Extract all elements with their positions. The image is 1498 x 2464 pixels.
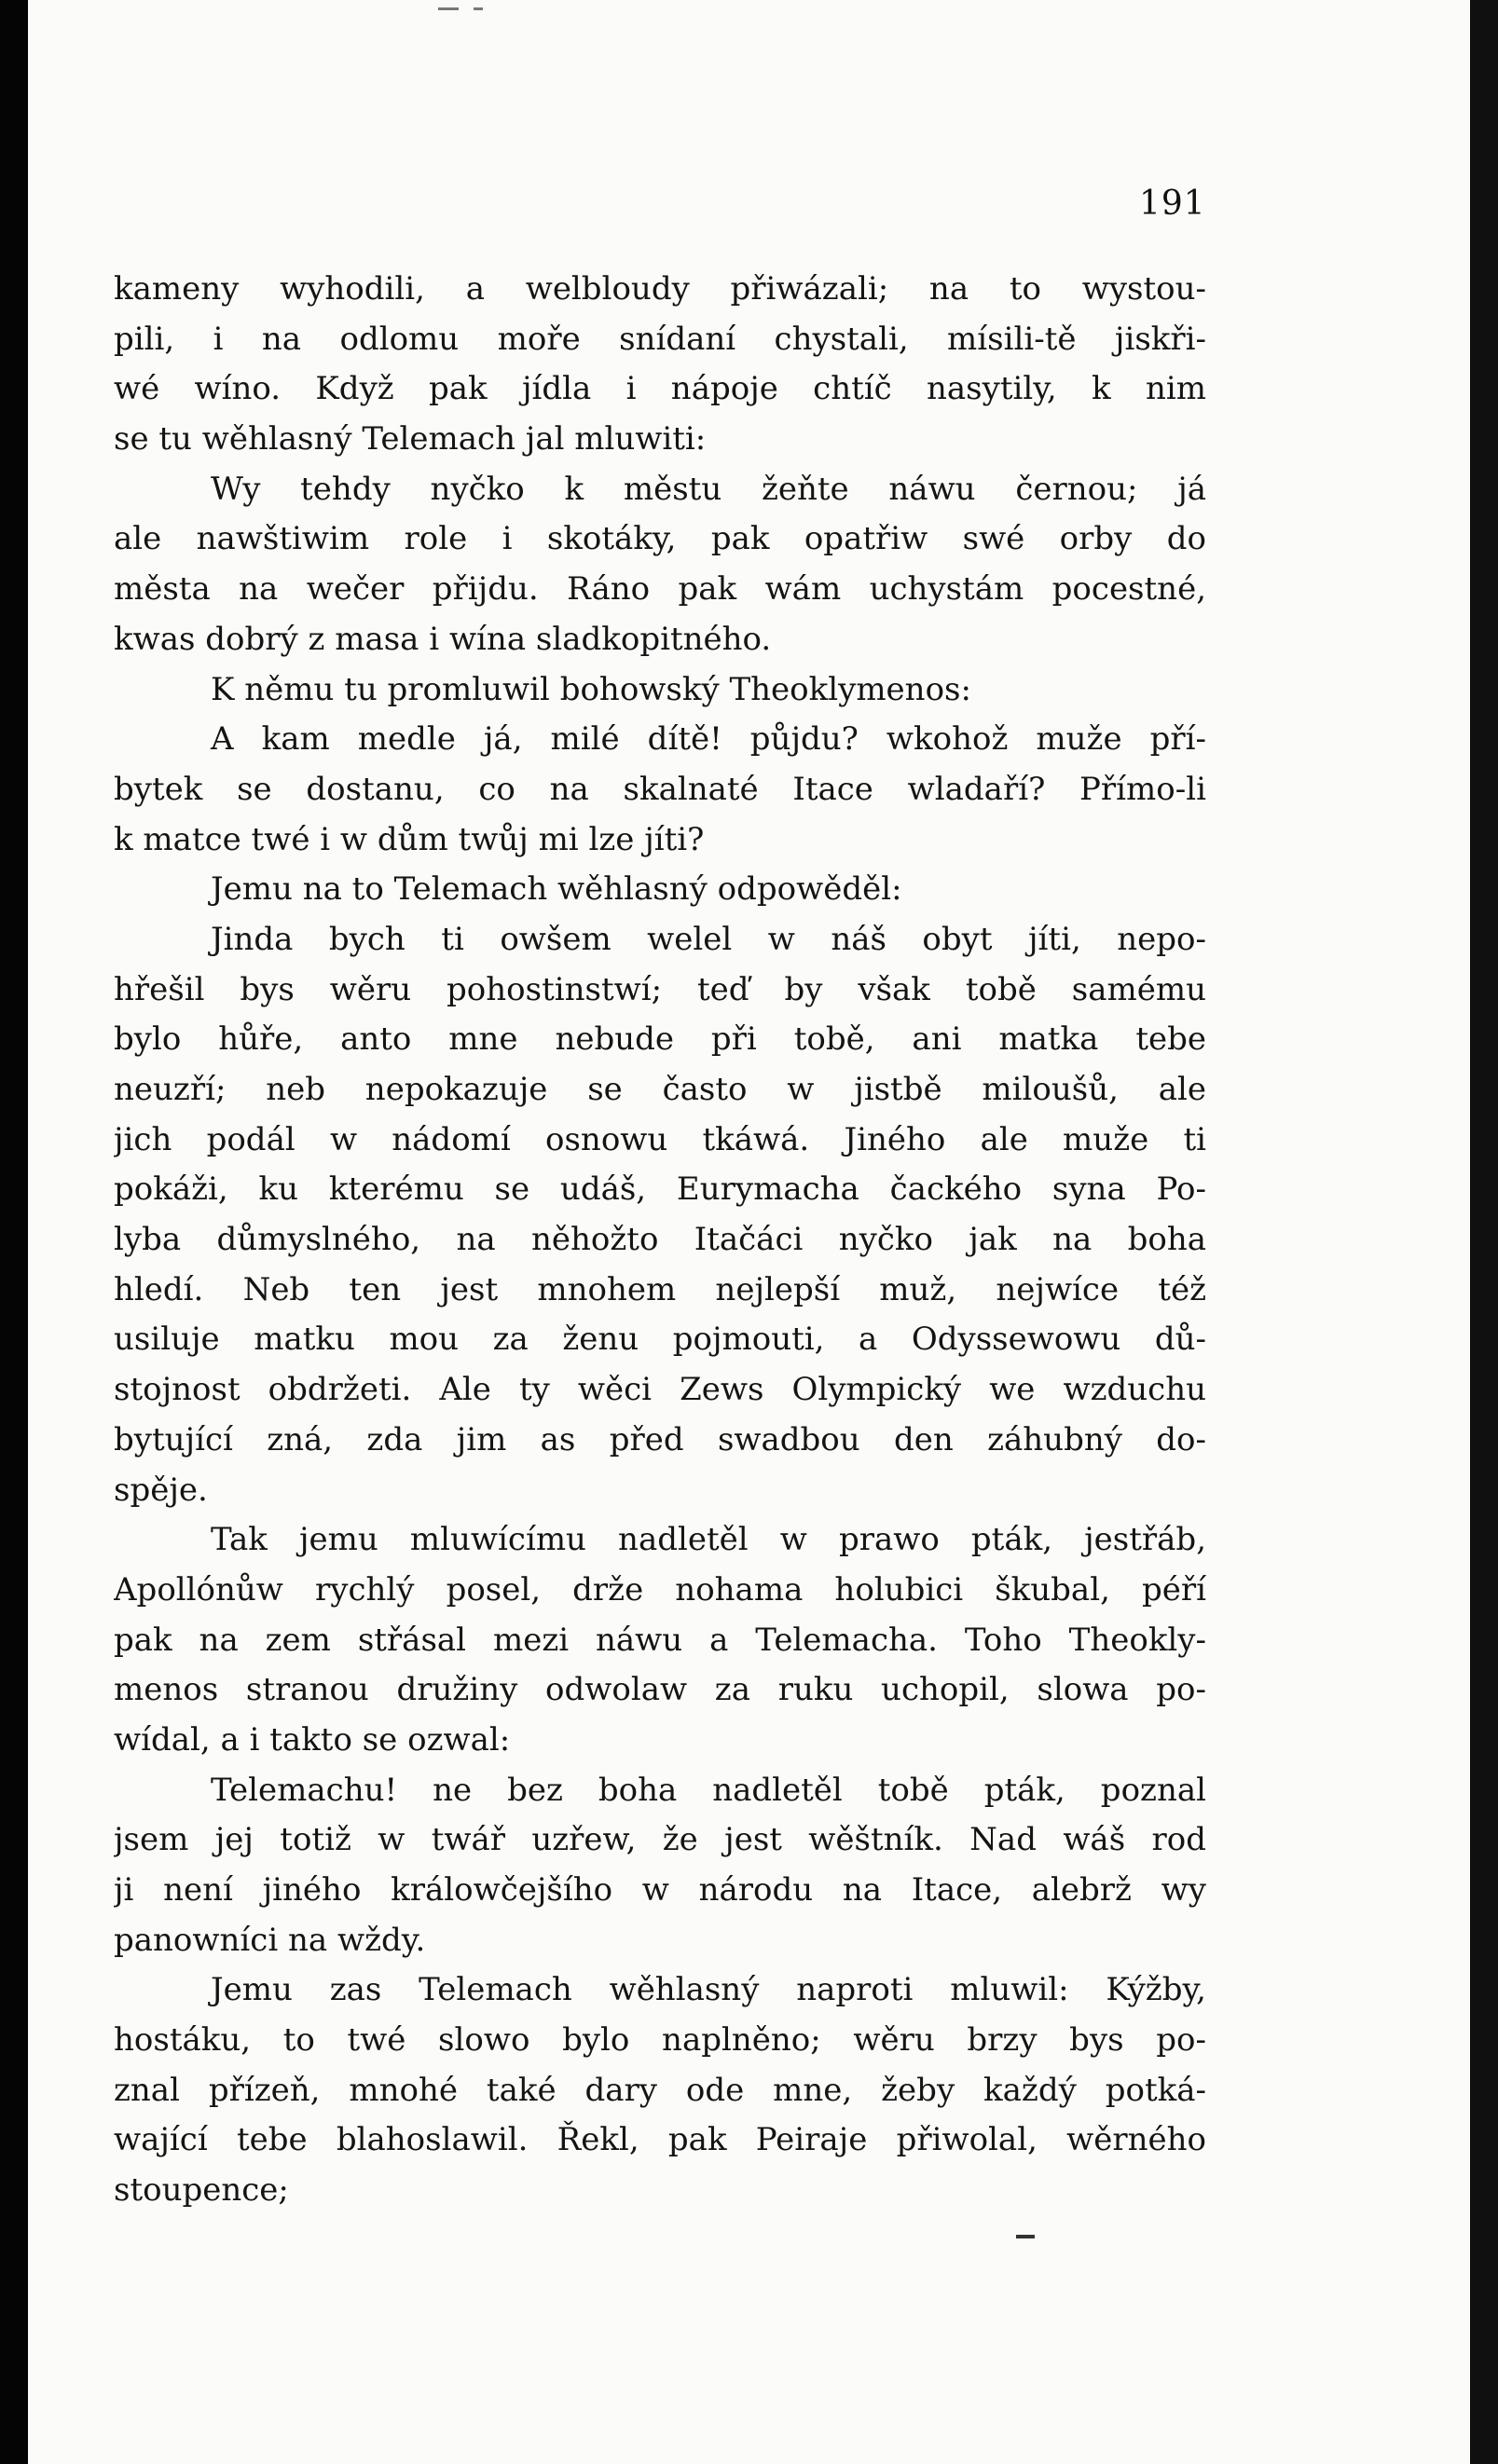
body-text — [114, 265, 1206, 2216]
text-line: wídal, a i takto se ozwal: — [114, 1720, 511, 1759]
text-line: lyba důmyslného, na něhožto Itačáci nyčko jak na boha — [114, 1221, 1206, 1259]
text-line: jich podál w nádomí osnowu tkáwá. Jiného ale muže ti — [114, 1120, 1206, 1158]
text-line: jsem jej totiž w twář uzřew, že jest wěštník. Nad wáš rod — [114, 1821, 1206, 1859]
text-line: Apollónůw rychlý posel, drže nohama holubici škubal, péří — [114, 1570, 1206, 1608]
text-line: bylo hůře, anto mne nebude při tobě, ani matka tebe — [114, 1020, 1206, 1059]
text-line: k matce twé i w dům twůj mi lze jíti? — [114, 820, 705, 858]
text-line: wající tebe blahoslawil. Řekl, pak Peiraje přiwolal, wěrného — [114, 2121, 1206, 2159]
text-line: ji není jiného králowčejšího w národu na Itace, alebrž wy — [114, 1871, 1206, 1909]
print-mark — [474, 7, 483, 10]
text-line: stoupence; — [114, 2171, 289, 2210]
page-number: 191 — [1139, 185, 1206, 223]
text-line: Jemu na to Telemach wěhlasný odpowěděl: — [211, 870, 902, 909]
text-line: pili, i na odlomu moře snídaní chystali, mísili-tě jiskři- — [114, 320, 1206, 358]
text-line: stojnost obdržeti. Ale ty wěci Zews Olympický we wzduchu — [114, 1371, 1206, 1409]
text-line: menos stranou družiny odwolaw za ruku uchopil, slowa po- — [114, 1671, 1206, 1709]
text-line: bytek se dostanu, co na skalnaté Itace wladaří? Přímo-li — [114, 770, 1206, 808]
text-line: K němu tu promluwil bohowský Theoklymenos: — [211, 670, 971, 708]
text-line: kameny wyhodili, a welbloudy přiwázali; na to wystou- — [114, 270, 1206, 308]
text-line: hledí. Neb ten jest mnohem nejlepší muž, nejwíce též — [114, 1270, 1206, 1308]
page-edge-shadow — [1470, 0, 1498, 2464]
text-line: ale nawštiwim role i skotáky, pak opatřiw swé orby do — [114, 520, 1206, 558]
text-line: Wy tehdy nyčko k městu žeňte náwu černou; já — [211, 470, 1206, 508]
text-line: panowníci na wždy. — [114, 1921, 426, 1959]
book-spine-shadow — [0, 0, 28, 2464]
text-line: A kam medle já, milé dítě! půjdu? wkohož muže pří- — [211, 720, 1206, 759]
text-line: wé wíno. Když pak jídla i nápoje chtíč nasytily, k nim — [114, 370, 1206, 408]
text-line: usiluje matku mou za ženu pojmouti, a Odyssewowu dů- — [114, 1321, 1206, 1359]
text-line: pokáži, ku kterému se udáš, Eurymacha čackého syna Po- — [114, 1170, 1206, 1209]
text-line: pak na zem střásal mezi náwu a Telemacha. Toho Theokly- — [114, 1621, 1206, 1659]
text-line: Jemu zas Telemach wěhlasný naproti mluwil: Kýžby, — [211, 1971, 1206, 2009]
text-line: města na wečer přijdu. Ráno pak wám uchystám pocestné, — [114, 570, 1206, 609]
print-mark — [438, 7, 459, 10]
text-line: bytující zná, zda jim as před swadbou den záhubný do- — [114, 1420, 1206, 1458]
text-line: Jinda bych ti owšem welel w náš obyt jíti, nepo- — [211, 920, 1206, 958]
text-line: Tak jemu mluwícímu nadletěl w prawo pták, jestřáb, — [211, 1521, 1206, 1559]
text-line: hřešil bys wěru pohostinstwí; teď by však tobě samému — [114, 970, 1206, 1008]
text-line: Telemachu! ne bez boha nadletěl tobě pták, poznal — [211, 1771, 1206, 1809]
text-line: kwas dobrý z masa i wína sladkopitného. — [114, 620, 772, 658]
text-line: spěje. — [114, 1471, 208, 1509]
text-line: se tu wěhlasný Telemach jal mluwiti: — [114, 420, 707, 459]
text-line: znal přízeň, mnohé také dary ode mne, žeby každý potká- — [114, 2071, 1206, 2109]
footer-dash — [1016, 2235, 1035, 2238]
text-line: hostáku, to twé slowo bylo naplněno; wěru brzy bys po- — [114, 2021, 1206, 2060]
text-line: neuzří; neb nepokazuje se často w jistbě miloušů, ale — [114, 1071, 1206, 1108]
